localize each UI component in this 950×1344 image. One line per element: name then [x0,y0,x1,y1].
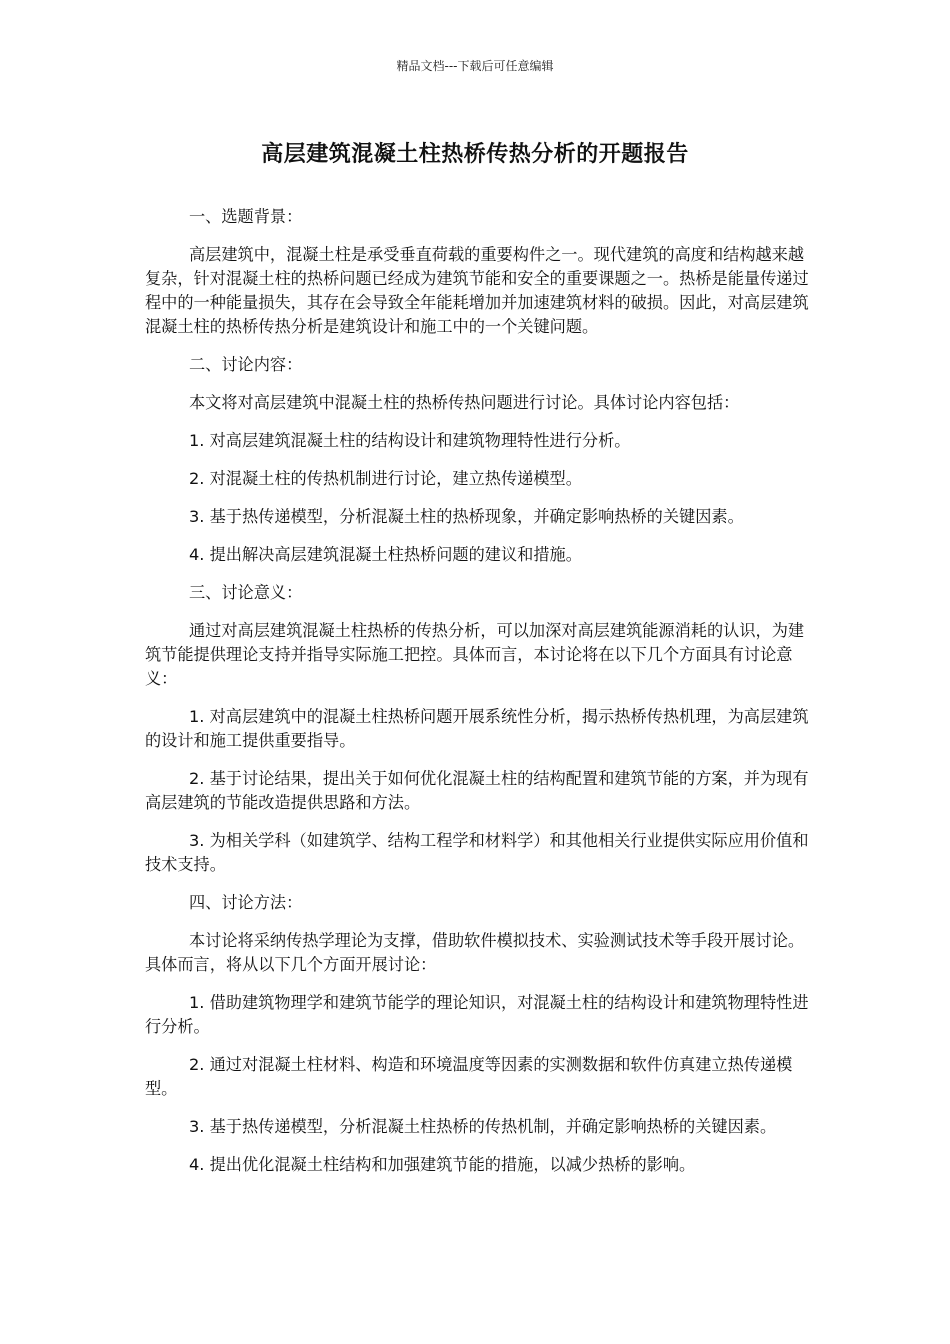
list-item-content-3: 3. 基于热传递模型，分析混凝土柱的热桥现象，并确定影响热桥的关键因素。 [189,507,744,526]
list-item-significance-3: 3. 为相关学科（如建筑学、结构工程学和材料学）和其他相关行业提供实际应用价值和技术支持。 [145,831,809,874]
page-header-note: 精品文档---下载后可任意编辑 [396,59,554,73]
list-item-method-3: 3. 基于热传递模型，分析混凝土柱热桥的传热机制，并确定影响热桥的关键因素。 [189,1117,777,1136]
list-item-method-4: 4. 提出优化混凝土柱结构和加强建筑节能的措施，以减少热桥的影响。 [189,1155,696,1174]
document-title: 高层建筑混凝土柱热桥传热分析的开题报告 [261,142,689,167]
section-heading-significance: 三、讨论意义： [189,583,303,602]
paragraph-background: 高层建筑中，混凝土柱是承受垂直荷载的重要构件之一。现代建筑的高度和结构越来越复杂，针对混凝土柱的热桥问题已经成为建筑节能和安全的重要课题之一。热桥是能量传递过程中的一种能量损失，其存在会导致全年能耗增加并加速建筑材料的破损。因此，对高层建筑混凝土柱的热桥传热分析是建筑设计和施工中的一个关键问题。 [145,245,809,336]
paragraph-significance-intro: 通过对高层建筑混凝土柱热桥的传热分析，可以加深对高层建筑能源消耗的认识，为建筑节能提供理论支持并指导实际施工把控。具体而言，本讨论将在以下几个方面具有讨论意义： [145,621,805,688]
list-item-method-1: 1. 借助建筑物理学和建筑节能学的理论知识，对混凝土柱的结构设计和建筑物理特性进行分析。 [145,993,809,1036]
list-item-significance-1: 1. 对高层建筑中的混凝土柱热桥问题开展系统性分析，揭示热桥传热机理，为高层建筑的设计和施工提供重要指导。 [145,707,809,750]
section-heading-background: 一、选题背景： [189,207,303,226]
list-item-content-2: 2. 对混凝土柱的传热机制进行讨论，建立热传递模型。 [189,469,582,488]
section-heading-method: 四、讨论方法： [189,893,303,912]
document-body [145,205,810,1191]
list-item-content-1: 1. 对高层建筑混凝土柱的结构设计和建筑物理特性进行分析。 [189,431,631,450]
list-item-significance-2: 2. 基于讨论结果，提出关于如何优化混凝土柱的结构配置和建筑节能的方案，并为现有高层建筑的节能改造提供思路和方法。 [145,769,809,812]
list-item-method-2: 2. 通过对混凝土柱材料、构造和环境温度等因素的实测数据和软件仿真建立热传递模型。 [145,1055,793,1098]
paragraph-method-intro: 本讨论将采纳传热学理论为支撑，借助软件模拟技术、实验测试技术等手段开展讨论。具体而言，将从以下几个方面开展讨论： [145,931,805,974]
paragraph-content-intro: 本文将对高层建筑中混凝土柱的热桥传热问题进行讨论。具体讨论内容包括： [189,393,740,412]
section-heading-content: 二、讨论内容： [189,355,303,374]
list-item-content-4: 4. 提出解决高层建筑混凝土柱热桥问题的建议和措施。 [189,545,582,564]
